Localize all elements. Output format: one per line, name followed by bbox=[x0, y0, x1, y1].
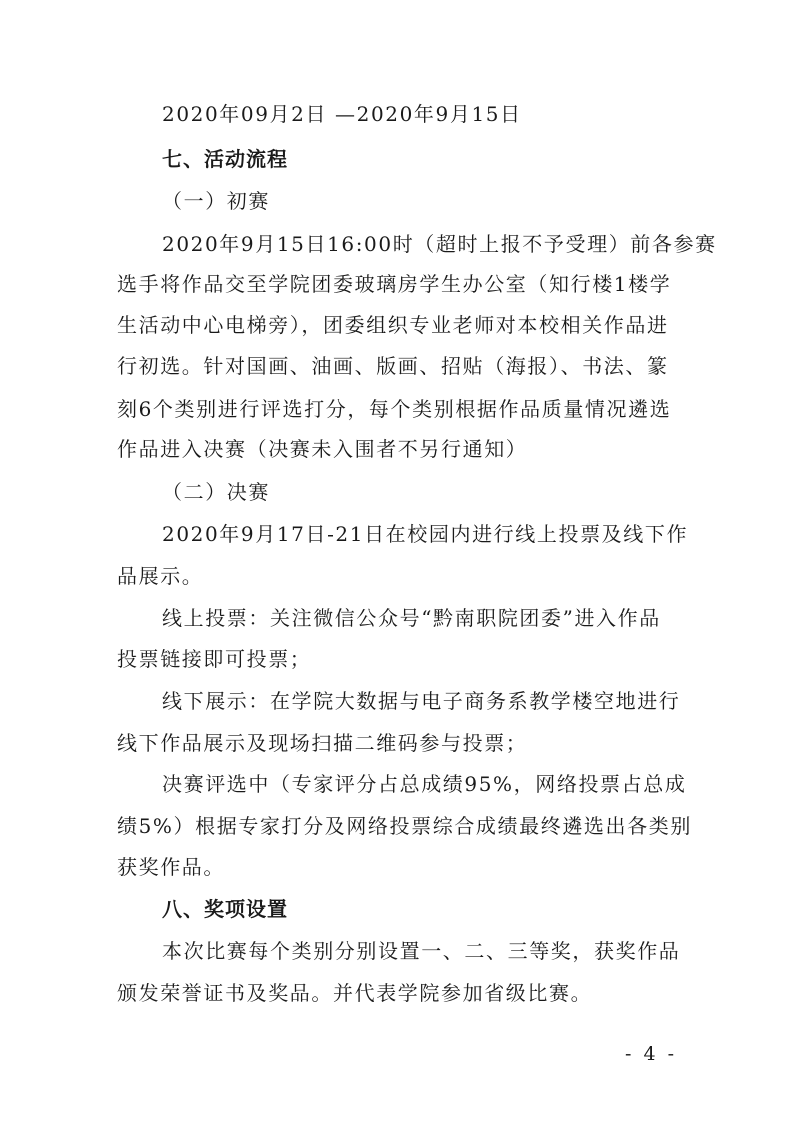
paragraph-line: 颁发荣誉证书及奖品。并代表学院参加省级比赛。 bbox=[117, 981, 593, 1005]
paragraph-line: 选手将作品交至学院团委玻璃房学生办公室（知行楼1楼学 bbox=[117, 272, 672, 296]
date-range-line: 2020年09月2日 —2020年9月15日 bbox=[162, 102, 522, 126]
paragraph-line: 获奖作品。 bbox=[117, 855, 225, 879]
paragraph-line: 线下作品展示及现场扫描二维码参与投票； bbox=[117, 731, 528, 755]
subheading-final: （二）决赛 bbox=[162, 480, 270, 504]
paragraph-line: 线上投票：关注微信公众号“黔南职院团委”进入作品 bbox=[162, 606, 661, 630]
paragraph-line: 决赛评选中（专家评分占总成绩95%，网络投票占总成 bbox=[162, 772, 687, 796]
paragraph-line: 2020年9月17日-21日在校园内进行线上投票及线下作 bbox=[162, 522, 689, 546]
paragraph-line: 绩5%）根据专家打分及网络投票综合成绩最终遴选出各类别 bbox=[117, 814, 692, 838]
paragraph-line: 作品进入决赛（决赛未入围者不另行通知） bbox=[117, 437, 528, 461]
subheading-preliminary: （一）初赛 bbox=[162, 189, 270, 213]
section-heading-awards: 八、奖项设置 bbox=[162, 897, 288, 921]
paragraph-line: 品展示。 bbox=[117, 564, 204, 588]
paragraph-line: 2020年9月15日16:00时（超时上报不予受理）前各参赛 bbox=[162, 232, 717, 256]
paragraph-line: 行初选。针对国画、油画、版画、招贴（海报）、书法、篆 bbox=[117, 354, 669, 378]
section-heading-activity-process: 七、活动流程 bbox=[162, 147, 288, 171]
paragraph-line: 刻6个类别进行评选打分，每个类别根据作品质量情况遴选 bbox=[117, 397, 672, 421]
paragraph-line: 生活动中心电梯旁），团委组织专业老师对本校相关作品进 bbox=[117, 313, 669, 337]
paragraph-line: 投票链接即可投票； bbox=[117, 647, 312, 671]
paragraph-line: 本次比赛每个类别分别设置一、二、三等奖，获奖作品 bbox=[162, 939, 681, 963]
page-number: - 4 - bbox=[625, 1043, 678, 1065]
paragraph-line: 线下展示：在学院大数据与电子商务系教学楼空地进行 bbox=[162, 689, 681, 713]
